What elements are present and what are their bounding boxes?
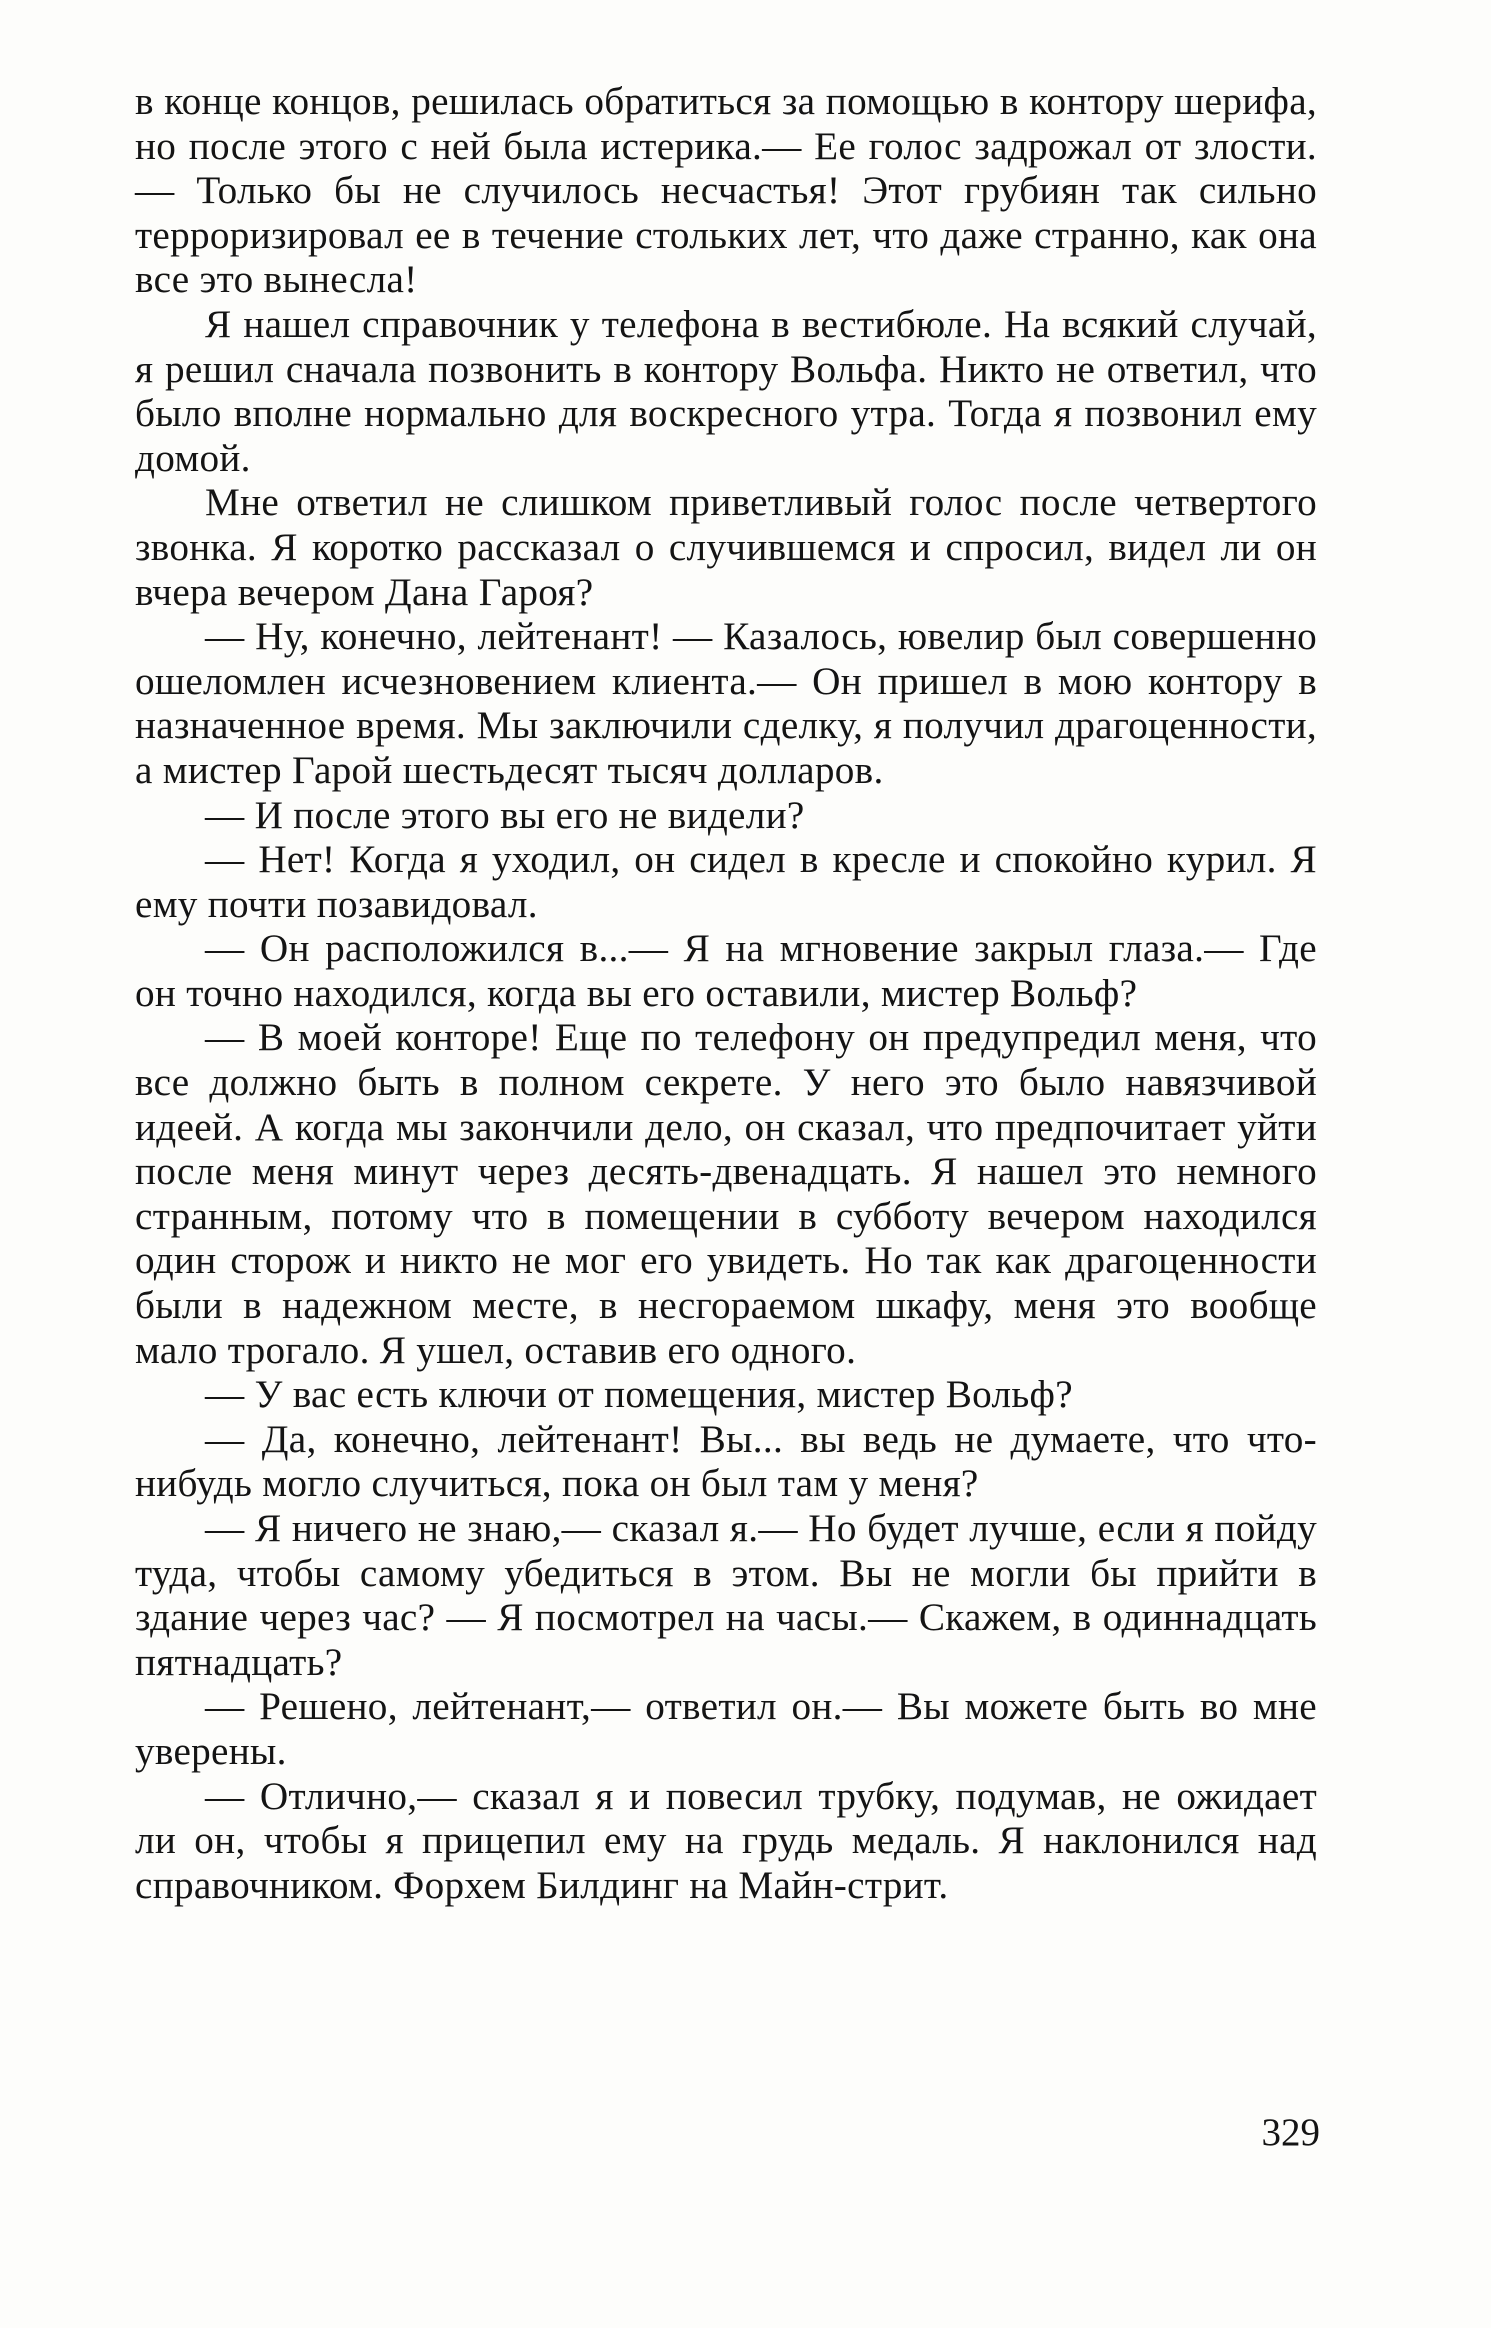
page-number: 329 [1261, 2111, 1320, 2154]
paragraph-10: — Да, конечно, лейтенант! Вы... вы ведь не думаете, что что-нибудь могло случиться, пока он был там у меня? [135, 1417, 1317, 1506]
paragraph-8: — В моей конторе! Еще по телефону он предупредил меня, что все должно быть в полном секрете. У него это было навязчивой идеей. А когда мы закончили дело, он сказал, что предпочитает уйти после меня минут через десять-двенадцать. Я нашел это немного странным, потому что в помещении в субботу вечером находился один сторож и никто не мог его увидеть. Но так как драгоценности были в надежном месте, в несгораемом шкафу, меня это вообще мало трогало. Я ушел, оставив его одного. [135, 1016, 1317, 1372]
body-text [135, 80, 1317, 1908]
paragraph-12: — Решено, лейтенант,— ответил он.— Вы можете быть во мне уверены. [135, 1685, 1317, 1773]
paragraph-2: Я нашел справочник у телефона в вестибюле. На всякий случай, я решил сначала позвонить в контору Вольфа. Никто не ответил, что было вполне нормально для воскресного утра. Тогда я позвонил ему домой. [135, 302, 1317, 480]
paragraph-9: — У вас есть ключи от помещения, мистер Вольф? [205, 1373, 1073, 1417]
paragraph-4: — Ну, конечно, лейтенант! — Казалось, ювелир был совершенно ошеломлен исчезновением клиента.— Он пришел в мою контору в назначенное время. Мы заключили сделку, я получил драгоценности, а мистер Гарой шестьдесят тысяч долларов. [135, 615, 1317, 792]
paragraph-5: — И после этого вы его не видели? [205, 793, 805, 837]
paragraph-1: в конце концов, решилась обратиться за помощью в контору шерифа, но после этого с ней была истерика.— Ее голос задрожал от злости.— Только бы не случилось несчастья! Этот грубиян так сильно терроризировал ее в течение стольких лет, что даже странно, как она все это вынесла! [135, 80, 1317, 302]
paragraph-7: — Он расположился в...— Я на мгновение закрыл глаза.— Где он точно находился, когда вы его оставили, мистер Вольф? [135, 927, 1317, 1015]
paragraph-6: — Нет! Когда я уходил, он сидел в кресле и спокойно курил. Я ему почти позавидовал. [135, 838, 1317, 926]
paragraph-13: — Отлично,— сказал я и повесил трубку, подумав, не ожидает ли он, чтобы я прицепил ему на грудь медаль. Я наклонился над справочником. Форхем Билдинг на Майн-стрит. [135, 1774, 1317, 1907]
paragraph-3: Мне ответил не слишком приветливый голос после четвертого звонка. Я коротко рассказал о случившемся и спросил, видел ли он вчера вечером Дана Гароя? [135, 481, 1317, 614]
paragraph-11: — Я ничего не знаю,— сказал я.— Но будет лучше, если я пойду туда, чтобы самому убедиться в этом. Вы не могли бы прийти в здание через час? — Я посмотрел на часы.— Скажем, в одиннадцать пятнадцать? [135, 1507, 1317, 1684]
